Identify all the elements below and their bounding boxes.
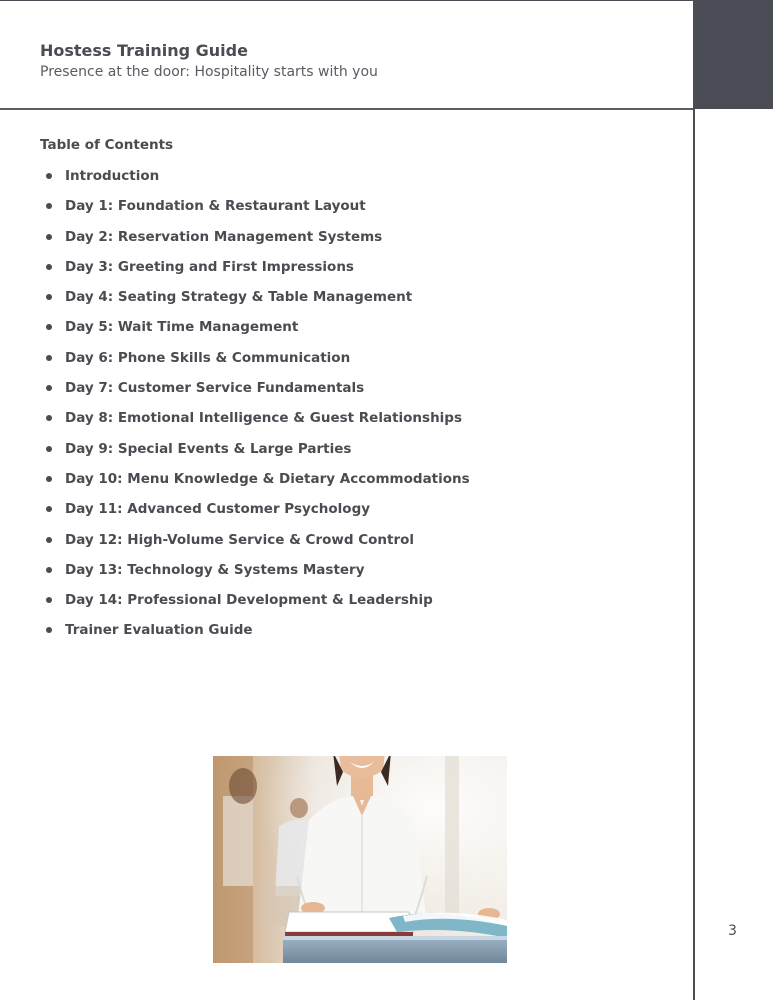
toc-item-label: Day 2: Reservation Management Systems — [65, 228, 383, 245]
toc-item-label: Day 6: Phone Skills & Communication — [65, 349, 351, 366]
toc-item-label: Day 14: Professional Development & Leadership — [65, 592, 433, 609]
toc-item-label: Day 5: Wait Time Management — [65, 319, 299, 336]
document-title: Hostess Training Guide — [40, 41, 248, 60]
toc-item-label: Day 4: Seating Strategy & Table Management — [65, 289, 413, 306]
bullet-icon — [46, 627, 52, 633]
toc-item-label: Day 11: Advanced Customer Psychology — [65, 501, 371, 518]
toc-item-label: Day 13: Technology & Systems Mastery — [65, 561, 365, 578]
toc-item-label: Day 8: Emotional Intelligence & Guest Relationships — [65, 410, 463, 427]
bullet-icon — [46, 294, 52, 300]
toc-item-label: Day 3: Greeting and First Impressions — [65, 258, 354, 275]
bullet-icon — [46, 173, 52, 179]
bullet-icon — [46, 597, 52, 603]
toc-item-label: Day 7: Customer Service Fundamentals — [65, 380, 365, 397]
bullet-icon — [46, 234, 52, 240]
toc-item-label: Day 10: Menu Knowledge & Dietary Accommodations — [65, 470, 470, 487]
hostess-photo — [213, 756, 507, 963]
bullet-icon — [46, 476, 52, 482]
bullet-icon — [46, 537, 52, 543]
bullet-icon — [46, 567, 52, 573]
bullet-icon — [46, 506, 52, 512]
bullet-icon — [46, 355, 52, 361]
toc-item-label: Introduction — [65, 168, 160, 184]
page-number: 3 — [728, 923, 737, 939]
toc-item-label: Day 9: Special Events & Large Parties — [65, 440, 352, 457]
bullet-icon — [46, 446, 52, 452]
right-margin-rule — [693, 0, 695, 1000]
toc-item-label: Day 1: Foundation & Restaurant Layout — [65, 198, 366, 215]
bullet-icon — [46, 415, 52, 421]
bullet-icon — [46, 385, 52, 391]
bullet-icon — [46, 324, 52, 330]
top-border — [0, 0, 695, 1]
toc-heading: Table of Contents — [40, 137, 174, 153]
bullet-icon — [46, 264, 52, 270]
toc-item-label: Day 12: High-Volume Service & Crowd Control — [65, 531, 415, 548]
header-accent-block — [695, 0, 773, 109]
header-divider — [0, 108, 695, 110]
bullet-icon — [46, 203, 52, 209]
toc-item-label: Trainer Evaluation Guide — [65, 622, 253, 639]
document-subtitle: Presence at the door: Hospitality starts with you — [40, 64, 378, 80]
